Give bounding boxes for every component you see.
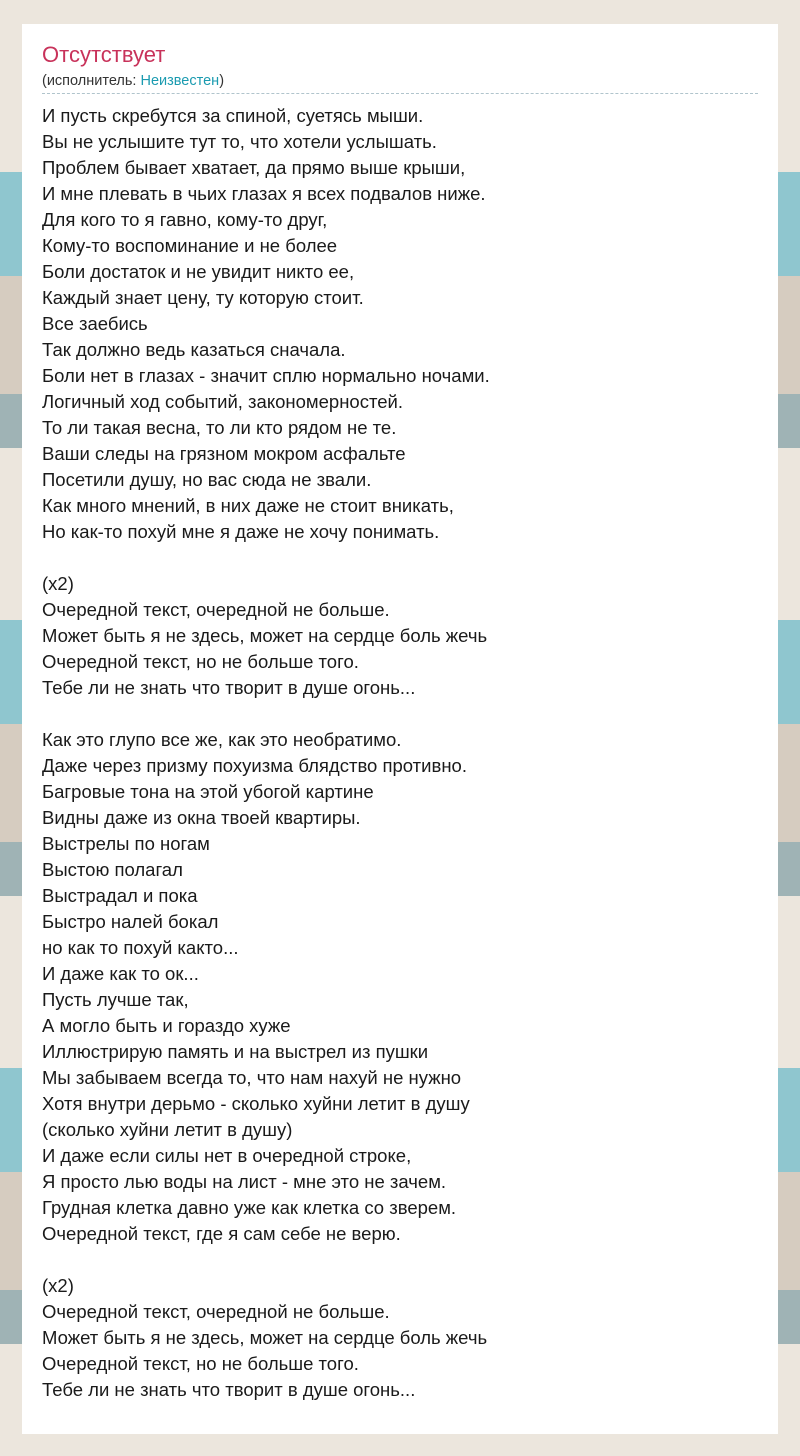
artist-suffix: ) xyxy=(219,73,225,89)
lyrics-text: И пусть скребутся за спиной, суетясь мыши. Вы не услышите тут то, что хотели услышать. Проблем бывает хватает, да прямо выше крыши, И мне плевать в чьих глазах я всех подвалов ниже. Для кого то я гавно, кому-то друг, Кому-то воспоминание и не более Боли достаток и не увидит никто ее, Каждый знает цену, ту которую стоит. Все заебись Так должно ведь казаться сначала. Боли нет в глазах - значит сплю нормально ночами. Логичный ход событий, закономерностей. То ли такая весна, то ли кто рядом не те. Ваши следы на грязном мокром асфальте Посетили душу, но вас сюда не звали. Как много мнений, в них даже не стоит вникать, Но как-то похуй мне я даже не хочу понимать. (x2) Очередной текст, очередной не больше. Может быть я не здесь, может на сердце боль жечь Очередной текст, но не больше того. Тебе ли не знать что творит в душе огонь... Как это глупо все же, как это необратимо. Даже через призму похуизма блядство противно. Багровые тона на этой убогой картине Видны даже из окна твоей квартиры. Выстрелы по ногам Выстою полагал Выстрадал и пока Быстро налей бокал но как то похуй както... И даже как то ок... Пусть лучше так, А могло быть и гораздо хуже Иллюстрирую память и на выстрел из пушки Мы забываем всегда то, что нам нахуй не нужно Хотя внутри дерьмо - сколько хуйни летит в душу (сколько хуйни летит в душу) И даже если силы нет в очередной строке, Я просто лью воды на лист - мне это не зачем. Грудная клетка давно уже как клетка со зверем. Очередной текст, где я сам себе не верю. (x2) Очередной текст, очередной не больше. Может быть я не здесь, может на сердце боль жечь Очередной текст, но не больше того. Тебе ли не знать что творит в душе огонь... xyxy=(42,105,490,1400)
lyrics-card xyxy=(22,24,778,1434)
artist-link[interactable]: Неизвестен xyxy=(140,73,220,89)
artist-line xyxy=(42,73,224,89)
artist-prefix: (исполнитель: xyxy=(42,73,141,89)
song-title: Отсутствует xyxy=(42,42,166,67)
header-divider xyxy=(42,93,758,94)
